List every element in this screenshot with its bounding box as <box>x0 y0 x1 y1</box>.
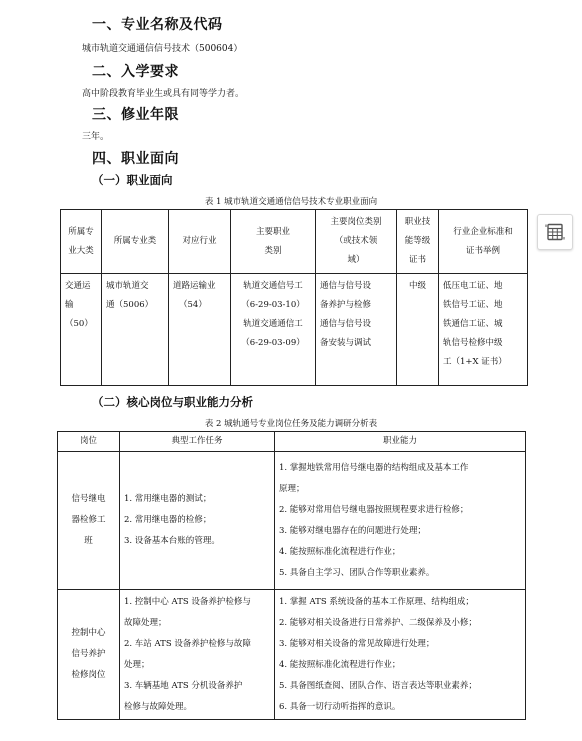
table-1-caption: 表 1 城市轨道交通通信信号技术专业职业面向 <box>204 197 378 207</box>
table-header-row <box>61 210 528 274</box>
cell-occupation-type: 轨道交通信号工 （6-29-03-10） 轨道交通通信工 （6-29-03-09） <box>231 274 316 386</box>
table-extract-icon <box>545 222 565 242</box>
section-3-title: 三、修业年限 <box>92 107 179 123</box>
occupation-table <box>60 209 528 386</box>
section-1-text: 城市轨道交通通信信号技术（500604） <box>82 44 243 54</box>
table-header-row <box>58 432 526 452</box>
header-tasks: 典型工作任务 <box>120 432 275 452</box>
section-3-text: 三年。 <box>82 132 110 142</box>
table-2-caption: 表 2 城轨通号专业岗位任务及能力调研分析表 <box>204 419 378 429</box>
header-standards: 行业企业标准和 证书举例 <box>439 210 528 274</box>
post-ability-table <box>57 431 526 720</box>
cell-tasks: 1. 控制中心 ATS 设备养护检修与 故障处理； 2. 车站 ATS 设备养护检修与故障 处理； 3. 车辆基地 ATS 分机设备养护 检修与故障处理。 <box>120 590 275 720</box>
header-industry: 对应行业 <box>169 210 231 274</box>
cell-post: 控制中心 信号养护 检修岗位 <box>58 590 120 720</box>
cell-major-category: 交通运 输（50） <box>61 274 102 386</box>
header-occupation-type: 主要职业 类别 <box>231 210 316 274</box>
subsection-2-title: （二）核心岗位与职业能力分析 <box>92 395 253 409</box>
cell-abilities: 1. 掌握 ATS 系统设备的基本工作原理、结构组成； 2. 能够对相关设备进行日常养护、二级保养及小修； 3. 能够对相关设备的常见故障进行处理； 4. 能按照标准化流程进行作业； 5. 具备图纸查阅、团队合作、语言表达等职业素养； 6. 具备一切行动听指挥的意识。 <box>275 590 526 720</box>
table-row <box>58 590 526 720</box>
section-4-title: 四、职业面向 <box>92 151 179 167</box>
cell-tasks: 1. 常用继电器的测试； 2. 常用继电器的检修； 3. 设备基本台账的管理。 <box>120 452 275 590</box>
section-1-title: 一、专业名称及代码 <box>92 17 223 33</box>
subsection-1-title: （一）职业面向 <box>92 173 173 187</box>
table-row <box>58 452 526 590</box>
header-skill-level: 职业技 能等级 证书 <box>397 210 439 274</box>
header-post-category: 主要岗位类别 （或技术领 域） <box>316 210 397 274</box>
cell-industry: 道路运输业 （54） <box>169 274 231 386</box>
cell-standards: 低压电工证、地 铁信号工证、地 铁通信工证、城 轨信号检修中级 工（1+X 证书） <box>439 274 528 386</box>
section-2-text: 高中阶段教育毕业生或具有同等学力者。 <box>82 89 245 99</box>
cell-post-category: 通信与信号设 备养护与检修 通信与信号设 备安装与调试 <box>316 274 397 386</box>
header-post: 岗位 <box>58 432 120 452</box>
cell-major-class: 城市轨道交 通（5006） <box>102 274 169 386</box>
cell-skill-level: 中级 <box>397 274 439 386</box>
table-row <box>61 274 528 386</box>
header-major-class: 所属专业类 <box>102 210 169 274</box>
cell-abilities: 1. 掌握地铁常用信号继电器的结构组成及基本工作 原理； 2. 能够对常用信号继电器按照规程要求进行检修； 3. 能够对继电器存在的问题进行处理； 4. 能按照标准化流程进行作业； 5. 具备自主学习、团队合作等职业素养。 <box>275 452 526 590</box>
header-abilities: 职业能力 <box>275 432 526 452</box>
header-major-category: 所属专 业大类 <box>61 210 102 274</box>
cell-post: 信号继电 器检修工 班 <box>58 452 120 590</box>
section-2-title: 二、入学要求 <box>92 64 179 80</box>
table-extract-button[interactable] <box>537 214 573 250</box>
